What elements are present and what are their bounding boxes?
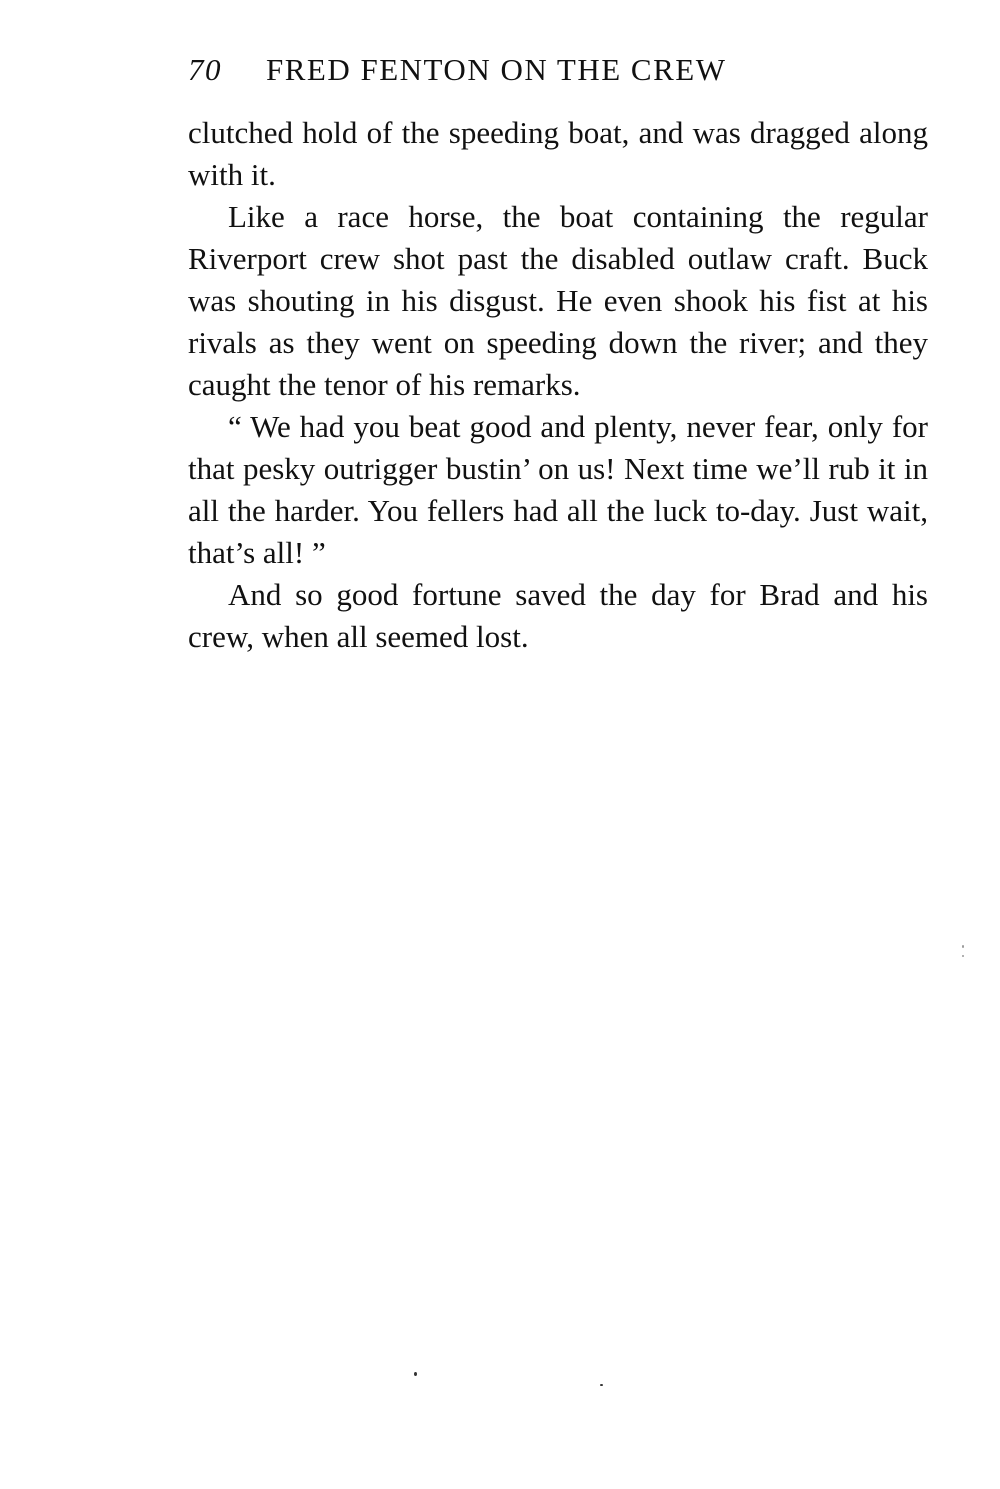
- paragraph-continued: clutched hold of the speeding boat, and was dragged along with it.: [188, 115, 928, 192]
- paragraph-quote: “ We had you beat good and plenty, never fear, only for that pesky outrigger bustin’ on us! Next time we’ll rub it in all the harder. You fellers had all the luck to-day. Just wait, that’s all! ”: [188, 409, 928, 570]
- paragraph-race: Like a race horse, the boat containing the regular Riverport crew shot past the disabled outlaw craft. Buck was shouting in his disgust. He even shook his fist at his rivals as they went on speeding down the river; and they caught the tenor of his remarks.: [188, 199, 928, 402]
- running-title: FRED FENTON ON THE CREW: [266, 52, 727, 87]
- scan-speck: [962, 945, 964, 948]
- running-head: [188, 52, 928, 92]
- scan-speck: [414, 1372, 417, 1376]
- body-text: [188, 112, 928, 658]
- page-number: 70: [188, 52, 222, 87]
- scan-speck: [962, 955, 964, 957]
- paragraph-closing: And so good fortune saved the day for Brad and his crew, when all seemed lost.: [188, 577, 928, 654]
- scan-speck: [600, 1384, 603, 1386]
